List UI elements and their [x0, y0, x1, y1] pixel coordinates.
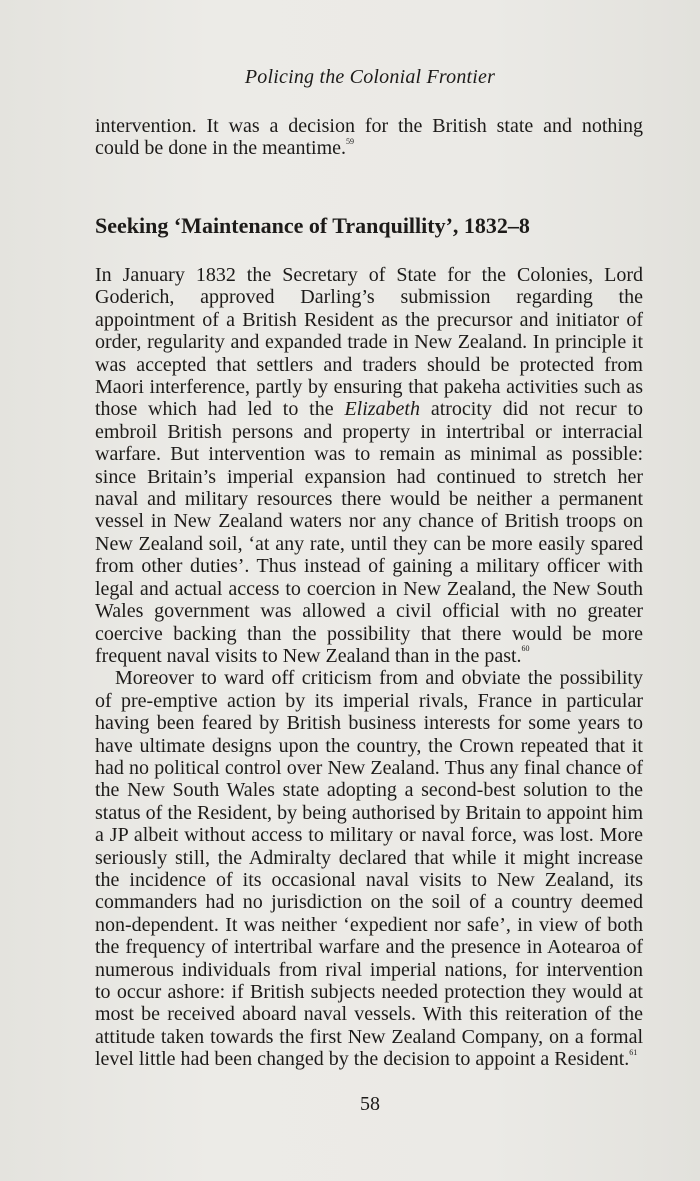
- page-number: 58: [360, 1093, 380, 1115]
- intro-text-container: [95, 115, 643, 160]
- running-head: Policing the Colonial Frontier: [244, 66, 496, 88]
- paragraph-2-text: Moreover to ward off criticism from and obviate the possibility of pre-emptive action by its imperial rivals, France in particular having been feared by British business interests for some years to have ultimate designs upon the country, the Crown repeated that it had no political control over New Zealand. Thus any final chance of the New South Wales state adopting a second-best solution to the status of the Resident, by being authorised by Britain to appoint him a JP albeit without access to military or naval force, was lost. More seriously still, the Admiralty declared that while it might increase the incidence of its occasional naval visits to New Zealand, its commanders had no jurisdiction on the soil of a country deemed non-dependent. It was neither ‘expedient nor safe’, in view of both the frequency of intertribal warfare and the presence in Aotearoa of numerous individuals from rival imperial nations, for intervention to occur ashore: if British subjects needed protection they would at most be received aboard naval vessels. With this reiteration of the attitude taken towards the first New Zealand Company, on a formal level little had been changed by the decision to appoint a Resident.: [95, 667, 643, 1071]
- paragraph-2: [95, 667, 643, 1070]
- footnote-marker-59: 59: [346, 136, 355, 146]
- paragraph-1: [95, 264, 643, 667]
- paragraph-1-part-a: In January 1832 the Secretary of State for the Colonies, Lord Goderich, approved Darling’s submission regarding the appointment of a British Resident as the precursor and initiator of order, regularity and expanded trade in New Zealand. In principle it was accepted that settlers and traders should be protected from Maori interference, partly by ensuring that pakeha activities such as those which had led to the: [95, 264, 643, 421]
- body-text: [95, 264, 643, 1071]
- paragraph-1-part-b: atrocity did not recur to embroil British persons and property in intertribal or interracial warfare. But intervention was to remain as minimal as possible: since Britain’s imperial expansion had continued to stretch her naval and military resources there would be neither a permanent vessel in New Zealand waters nor any chance of British troops on New Zealand soil, ‘at any rate, until they can be more easily spared from other duties’. Thus instead of gaining a military officer with legal and actual access to coercion in New Zealand, the New South Wales government was allowed a civil official with no greater coercive backing than the possibility that there would be more frequent naval visits to New Zealand than in the past.: [95, 398, 644, 667]
- intro-text: intervention. It was a decision for the British state and nothing could be done in the meantime.: [95, 115, 643, 160]
- ship-name: Elizabeth: [344, 398, 420, 421]
- footnote-marker-61: 61: [629, 1047, 638, 1057]
- footnote-marker-60: 60: [521, 644, 530, 654]
- section-heading: Seeking ‘Maintenance of Tranquillity’, 1832–8: [95, 213, 530, 238]
- intro-paragraph: [95, 115, 643, 160]
